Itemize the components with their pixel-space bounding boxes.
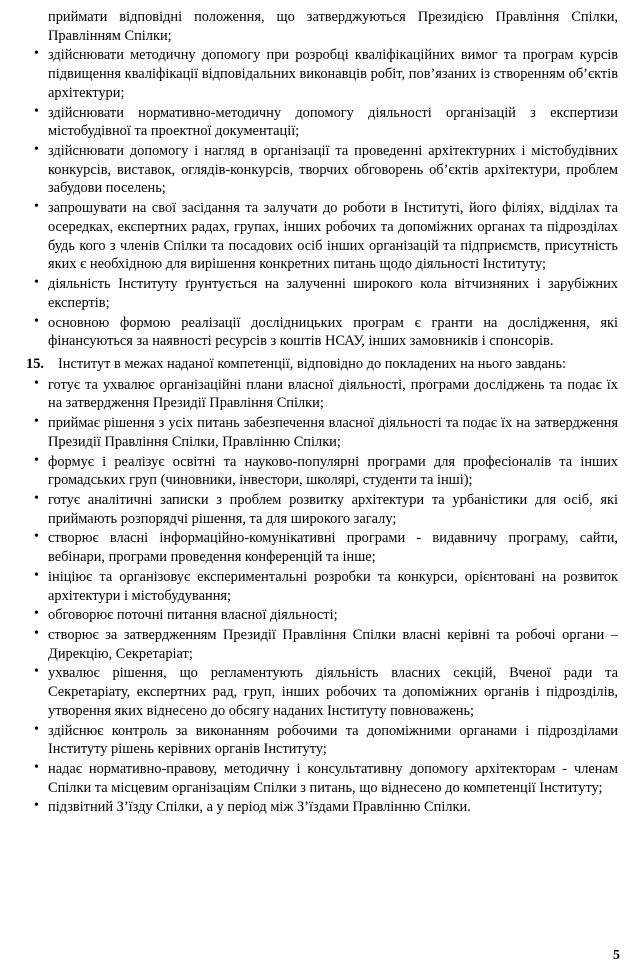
clause-text: Інститут в межах наданої компетенції, відповідно до покладених на нього завдань: bbox=[58, 355, 567, 372]
list-item: • підзвітний З’їзду Спілки, а у період між З’їздами Правлінню Спілки. bbox=[26, 798, 618, 817]
list-item: • ініціює та організовує експериментальні розробки та конкурси, орієнтовані на розвиток архітектури і містобудування; bbox=[26, 568, 618, 605]
list-item: • діяльність Інституту ґрунтується на залученні широкого кола вітчизняних і зарубіжних експертів; bbox=[26, 275, 618, 312]
list-item: • створює за затвердженням Президії Правління Спілки власні керівні та робочі органи – Дирекцію, Секретаріат; bbox=[26, 626, 618, 663]
page-number: 5 bbox=[613, 948, 620, 963]
list-item: • готує аналітичні записки з проблем розвитку архітектури та урбаністики для осіб, які приймають розпорядчі рішення, та для широкого загалу; bbox=[26, 491, 618, 528]
list-item: • здійснює контроль за виконанням робочими та допоміжними органами і підрозділами Інституту рішень керівних органів Інституту; bbox=[26, 722, 618, 759]
list-item: • приймає рішення з усіх питань забезпечення власної діяльності та подає їх на затвердження Президії Правління Спілки, Правлінню Спілки; bbox=[26, 414, 618, 451]
list-item: • основною формою реалізації дослідницьких програм є гранти на дослідження, які фінансуються за наявності ресурсів з коштів НСАУ, інших замовників і спонсорів. bbox=[26, 314, 618, 351]
list-item: • створює власні інформаційно-комунікативні програми - видавничу програму, сайти, вебінари, програми проведення конференцій та інше; bbox=[26, 529, 618, 566]
list-item: • ухвалює рішення, що регламентують діяльність власних секцій, Вченої ради та Секретаріату, експертних рад, груп, інших робочих та допоміжних органів і підрозділів, утворення яких віднесено до обсягу наданих Інституту повноважень; bbox=[26, 664, 618, 720]
list-item: • обговорює поточні питання власної діяльності; bbox=[26, 606, 618, 625]
top-bullet-list bbox=[26, 46, 618, 351]
numbered-clause-15 bbox=[26, 355, 618, 374]
list-item: • формує і реалізує освітні та науково-популярні програми для професіоналів та інших громадських груп (чиновники, інвестори, школярі, студенти та інші); bbox=[26, 453, 618, 490]
continuation-paragraph: приймати відповідні положення, що затверджуються Президією Правління Спілки, Правлінням Спілки; bbox=[48, 9, 618, 44]
list-item: • надає нормативно-правову, методичну і консультативну допомогу архітекторам - членам Спілки та місцевим організаціям Спілки з питань, що віднесено до компетенції Інституту; bbox=[26, 760, 618, 797]
clause-15-bullet-list bbox=[26, 376, 618, 818]
list-item: • запрошувати на свої засідання та залучати до роботи в Інституті, його філіях, відділах та осередках, експертних радах, групах, інших робочих та допоміжних органах та підрозділах будь кого з членів Спілки та посадових осіб інших організацій та підприємств, присутність яких є необхідною для вирішення конкретних питань щодо діяльності Інституту; bbox=[26, 199, 618, 274]
list-item: • здійснювати методичну допомогу при розробці кваліфікаційних вимог та програм курсів підвищення кваліфікації відповідальних виконавців робіт, пов’язаних із створенням об’єктів архітектури; bbox=[26, 46, 618, 102]
list-item: • здійснювати допомогу і нагляд в організації та проведенні архітектурних і містобудівних конкурсів, виставок, оглядів-конкурсів, творчих обговорень об’єктів архітектури, проблем забудови поселень; bbox=[26, 142, 618, 198]
clause-number: 15. bbox=[26, 355, 44, 372]
list-item: • готує та ухвалює організаційні плани власної діяльності, програми досліджень та подає їх на затвердження Президії Правління Спілки; bbox=[26, 376, 618, 413]
list-item: • здійснювати нормативно-методичну допомогу діяльності організацій з експертизи містобудівної та проектної документації; bbox=[26, 104, 618, 141]
